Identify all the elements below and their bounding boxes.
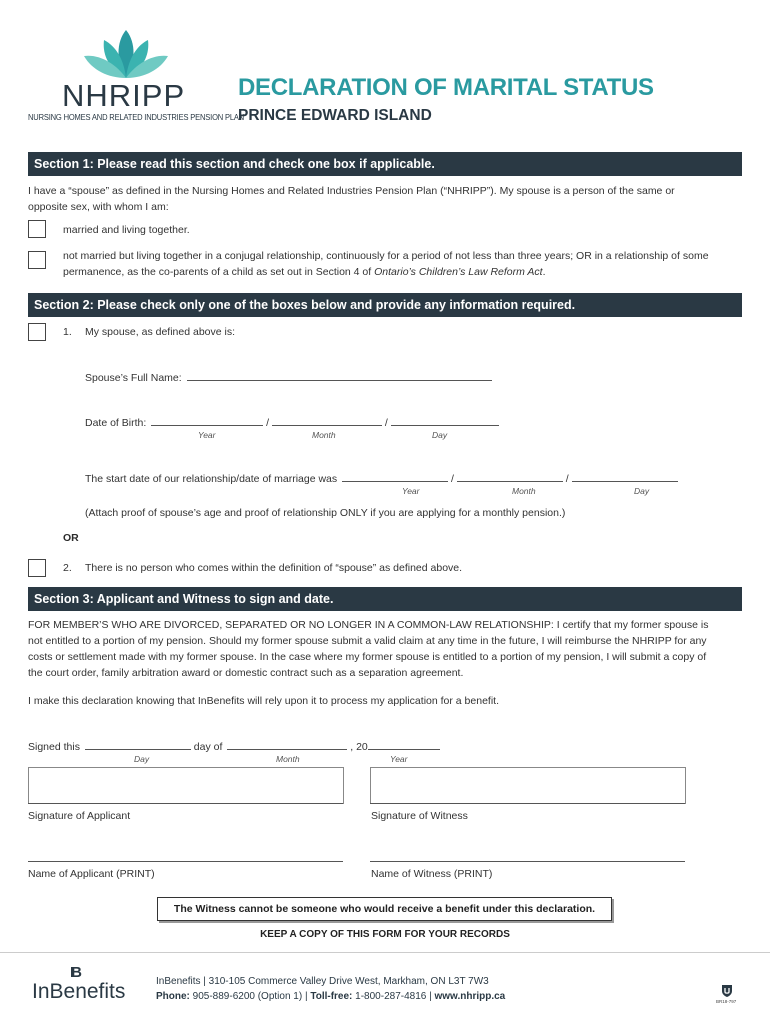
footer-divider — [0, 952, 770, 953]
section3-para-line3: costs or settlement made with my former spouse. In the case where my former spouse is entitled to a portion of my pension, I will submit a copy of — [28, 651, 707, 663]
signed-day-caption: Day — [134, 754, 150, 764]
dob-month-caption: Month — [312, 430, 336, 440]
start-date-label: The start date of our relationship/date of marriage was — [85, 473, 338, 485]
page-subtitle: PRINCE EDWARD ISLAND — [238, 107, 432, 124]
start-year-caption: Year — [402, 486, 420, 496]
dob-year-caption: Year — [198, 430, 216, 440]
option-common-law-period: . — [542, 266, 546, 278]
signed-this-label: Signed this — [28, 741, 80, 753]
signed-month-field[interactable] — [227, 738, 347, 750]
option-married-label: married and living together. — [63, 224, 190, 236]
option-common-law-line1: not married but living together in a conjugal relationship, continuously for a period of not less than three years; OR in a relationship of some — [63, 250, 709, 262]
signed-day-field[interactable] — [85, 738, 191, 750]
day-of-label: day of — [193, 741, 223, 753]
checkbox-married[interactable] — [28, 220, 46, 238]
union-shield-icon — [720, 984, 734, 998]
dob-slash-2: / — [384, 417, 388, 429]
section1-intro-line2: opposite sex, with whom I am: — [28, 201, 169, 213]
spouse-name-field[interactable] — [187, 369, 492, 381]
section3-paragraph — [28, 617, 748, 681]
witness-signature-box[interactable] — [370, 767, 686, 804]
checkbox-has-spouse[interactable] — [28, 323, 46, 341]
option-common-law-line2 — [63, 264, 743, 280]
item1-number: 1. — [63, 326, 72, 338]
start-month-field[interactable] — [457, 470, 563, 482]
inbenefits-logo — [32, 964, 142, 1004]
item2-number: 2. — [63, 562, 72, 574]
footer-address: InBenefits | 310-105 Commerce Valley Drive West, Markham, ON L3T 7W3 — [156, 976, 489, 987]
attach-note: (Attach proof of spouse’s age and proof of relationship ONLY if you are applying for a monthly pension.) — [85, 507, 566, 519]
logo-wordmark: NHRIPP — [62, 78, 186, 113]
signature-witness-label: Signature of Witness — [371, 810, 468, 822]
signed-month-caption: Month — [276, 754, 300, 764]
inbenefits-mark-icon: IB — [70, 964, 79, 981]
applicant-signature-line — [28, 803, 343, 804]
checkbox-common-law[interactable] — [28, 251, 46, 269]
union-bug-icon — [716, 984, 738, 1006]
section1-intro — [28, 183, 748, 215]
witness-signature-line — [370, 803, 685, 804]
checkbox-no-spouse[interactable] — [28, 559, 46, 577]
section3-para-line4: the court order, family arbitration award or domestic contract such as a separation agreement. — [28, 667, 464, 679]
start-year-field[interactable] — [342, 470, 448, 482]
start-month-caption: Month — [512, 486, 536, 496]
section3-para-line2: not entitled to a portion of my pension. Should my former spouse submit a valid claim at any time in the future, I will reimburse the NHRIPP for any — [28, 635, 707, 647]
dob-label: Date of Birth: — [85, 417, 147, 429]
signed-year-field[interactable] — [368, 738, 440, 750]
inbenefits-wordmark: InBenefits — [32, 980, 126, 1003]
name-witness-label: Name of Witness (PRINT) — [371, 868, 493, 880]
item1-text: My spouse, as defined above is: — [85, 326, 236, 338]
applicant-name-field[interactable] — [28, 861, 343, 862]
footer-contact — [156, 991, 505, 1002]
keep-copy-note: KEEP A COPY OF THIS FORM FOR YOUR RECORDS — [260, 929, 510, 940]
union-code: BR18-797 — [716, 999, 737, 1004]
declaration-statement: I make this declaration knowing that InBenefits will rely upon it to process my application for a benefit. — [28, 695, 499, 707]
item2-text: There is no person who comes within the definition of “spouse” as defined above. — [85, 562, 463, 574]
nhripp-logo — [28, 28, 245, 124]
start-day-caption: Day — [634, 486, 650, 496]
start-day-field[interactable] — [572, 470, 678, 482]
dob-row — [85, 414, 499, 431]
section3-heading: Section 3: Applicant and Witness to sign and date. — [28, 587, 742, 611]
section2-heading: Section 2: Please check only one of the boxes below and provide any information required. — [28, 293, 742, 317]
start-date-row — [85, 470, 678, 487]
signature-applicant-label: Signature of Applicant — [28, 810, 131, 822]
act-name: Ontario’s Children’s Law Reform Act — [374, 266, 543, 278]
section1-heading: Section 1: Please read this section and check one box if applicable. — [28, 152, 742, 176]
start-slash-2: / — [565, 473, 569, 485]
logo-tagline: NURSING HOMES AND RELATED INDUSTRIES PENSION PLAN — [28, 112, 245, 122]
dob-year-field[interactable] — [151, 414, 263, 426]
lotus-icon — [80, 28, 172, 82]
phone-number: 905-889-6200 (Option 1) | — [189, 991, 311, 1002]
signed-row — [28, 738, 440, 755]
option-common-law-label — [63, 248, 743, 280]
phone-label: Phone: — [156, 991, 190, 1002]
section3-para-line1: FOR MEMBER’S WHO ARE DIVORCED, SEPARATED OR NO LONGER IN A COMMON-LAW RELATIONSHIP: I certify that my former spouse is — [28, 619, 709, 631]
year-prefix: , 20 — [350, 741, 368, 753]
or-separator: OR — [63, 532, 79, 544]
dob-day-field[interactable] — [391, 414, 499, 426]
page-title: DECLARATION OF MARITAL STATUS — [238, 74, 654, 101]
witness-name-field[interactable] — [370, 861, 685, 862]
spouse-name-label: Spouse’s Full Name: — [85, 372, 182, 384]
signed-year-caption: Year — [390, 754, 408, 764]
tollfree-number: 1-800-287-4816 | — [352, 991, 435, 1002]
option-common-law-text: permanence, as the co-parents of a child as set out in Section 4 of — [63, 266, 375, 278]
dob-month-field[interactable] — [272, 414, 382, 426]
dob-day-caption: Day — [432, 430, 448, 440]
applicant-signature-box[interactable] — [28, 767, 344, 804]
name-applicant-label: Name of Applicant (PRINT) — [28, 868, 155, 880]
dob-slash-1: / — [266, 417, 270, 429]
section1-intro-line1: I have a “spouse” as defined in the Nursing Homes and Related Industries Pension Plan (“NHRIPP”). My spouse is a person of the same or — [28, 185, 675, 197]
tollfree-label: Toll-free: — [310, 991, 353, 1002]
start-slash-1: / — [450, 473, 454, 485]
website-link[interactable]: www.nhripp.ca — [434, 991, 506, 1002]
witness-note-box: The Witness cannot be someone who would receive a benefit under this declaration. — [157, 897, 612, 921]
spouse-name-row — [85, 369, 492, 386]
